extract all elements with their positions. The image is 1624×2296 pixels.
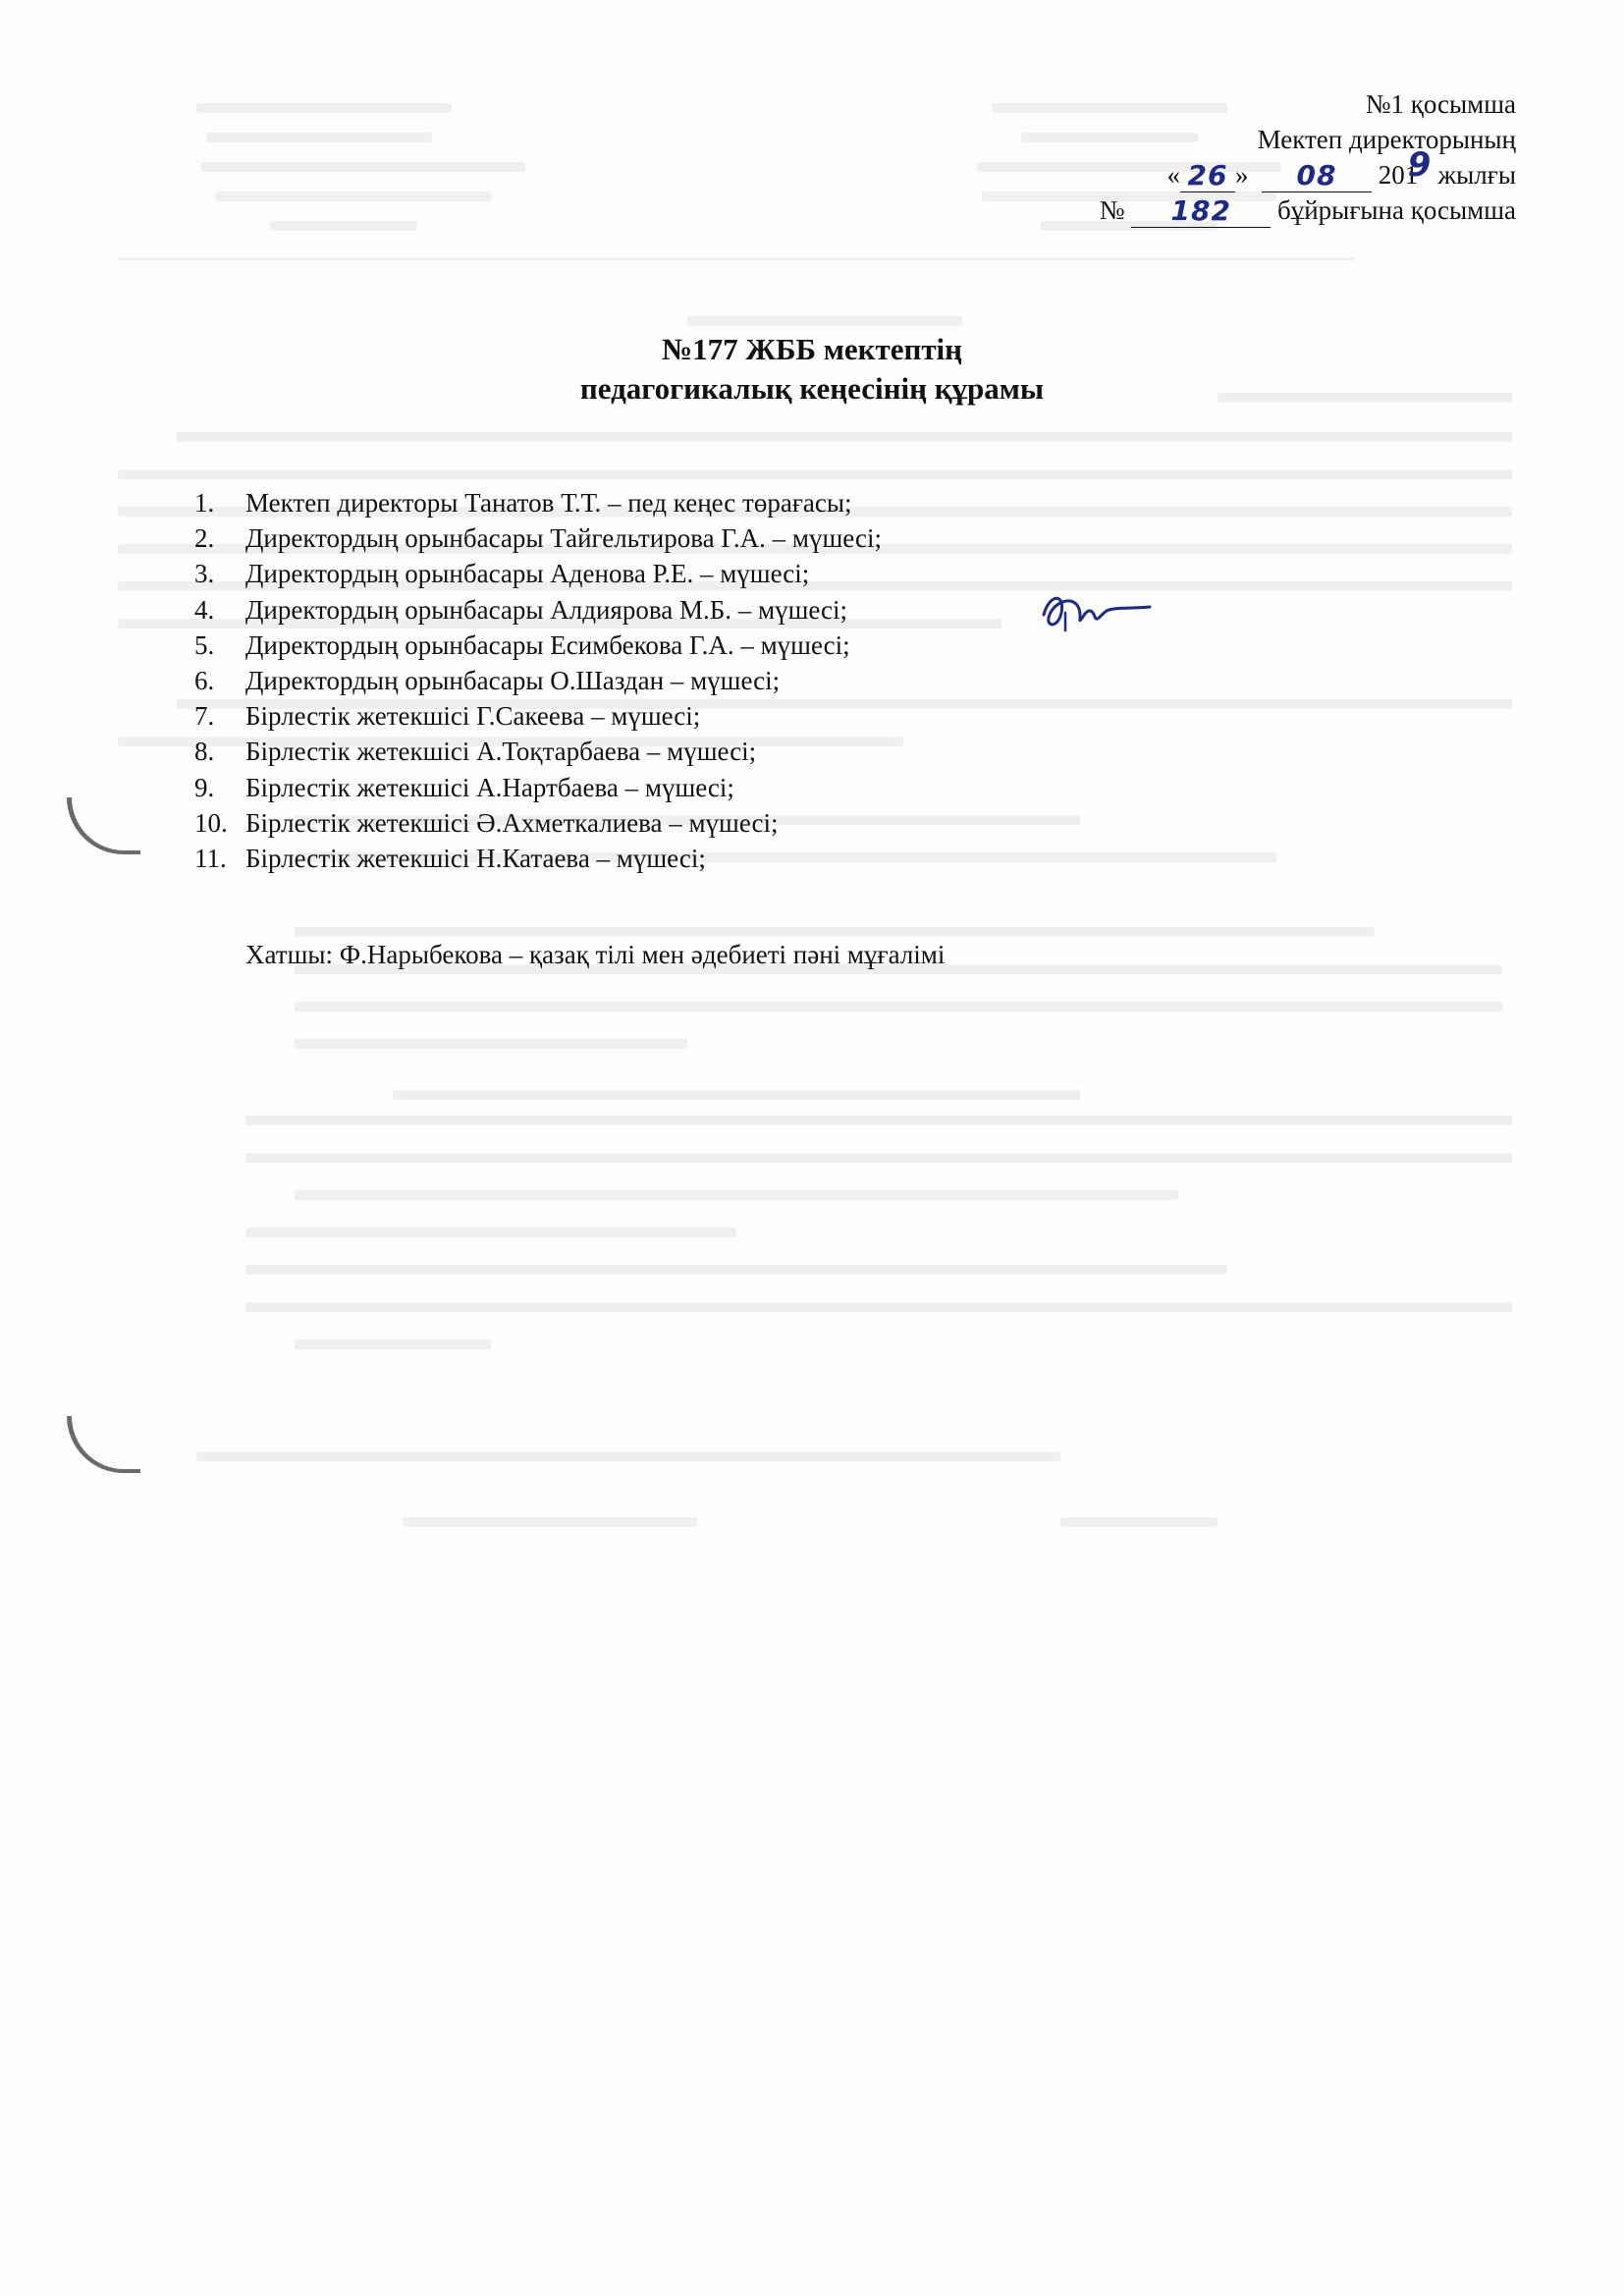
member-text: Бірлестік жетекшісі Г.Сакеева – мүшесі;	[245, 701, 701, 732]
date-year-handwritten-digit: 9	[1407, 145, 1433, 185]
order-number-prefix: №	[1099, 195, 1125, 225]
item-number: 3.	[194, 559, 215, 589]
hole-punch-mark-lower	[67, 1416, 140, 1473]
date-day-handwritten: 26	[1187, 159, 1228, 191]
list-item	[194, 628, 882, 663]
member-text: Директордың орынбасары Аденова Р.Е. – мүшесі;	[245, 559, 810, 589]
item-number: 5.	[194, 629, 215, 660]
order-number-handwritten: 182	[1170, 194, 1231, 227]
item-number: 8.	[194, 737, 215, 767]
hole-punch-mark-upper	[67, 797, 140, 854]
date-open-quote: «	[1166, 160, 1181, 190]
date-month-field	[1262, 159, 1372, 192]
list-item	[194, 841, 882, 876]
list-item	[194, 805, 882, 841]
list-item	[194, 698, 882, 734]
title-line-1: №177 ЖББ мектептің	[661, 332, 963, 366]
document-title	[0, 330, 1624, 409]
date-day-field	[1180, 159, 1235, 192]
appendix-number: №1 қосымша	[1365, 89, 1516, 119]
date-year-word: жылғы	[1437, 160, 1516, 190]
member-text: Бірлестік жетекшісі Н.Катаева – мүшесі;	[245, 843, 706, 873]
order-number-field	[1131, 194, 1271, 228]
title-line-2: педагогикалық кеңесінің құрамы	[579, 371, 1045, 406]
order-number-line	[1100, 192, 1516, 228]
item-number: 6.	[194, 665, 215, 695]
list-item	[194, 556, 882, 591]
handwritten-signature	[1036, 587, 1154, 636]
list-item	[194, 520, 882, 556]
member-text: Бірлестік жетекшісі А.Нартбаева – мүшесі;	[245, 772, 734, 802]
order-suffix-text: бұйрығына қосымша	[1277, 195, 1516, 225]
council-members-list	[194, 485, 882, 876]
member-text: Директордың орынбасары Тайгельтирова Г.А. – мүшесі;	[245, 523, 882, 554]
item-number: 11.	[194, 843, 227, 873]
list-item	[194, 485, 882, 520]
order-appendix-header	[1100, 86, 1516, 228]
item-number: 9.	[194, 772, 215, 802]
item-number: 7.	[194, 701, 215, 732]
member-text: Мектеп директоры Танатов Т.Т. – пед кеңес төрағасы;	[245, 488, 852, 518]
date-month-handwritten: 08	[1296, 159, 1337, 191]
member-text: Бірлестік жетекшісі Ә.Ахметкалиева – мүшесі;	[245, 807, 779, 838]
list-item	[194, 592, 882, 628]
list-item	[194, 770, 882, 805]
list-item	[194, 663, 882, 698]
director-of-label: Мектеп директорының	[1257, 125, 1516, 154]
secretary-line: Хатшы: Ф.Нарыбекова – қазақ тілі мен әдебиеті пәні мұғалімі	[245, 940, 946, 969]
date-year-prefix: 201	[1378, 160, 1419, 190]
list-item	[194, 734, 882, 769]
order-date-line	[1100, 145, 1516, 192]
date-close-quote: »	[1235, 160, 1249, 190]
item-number: 2.	[194, 523, 215, 554]
item-number: 1.	[194, 488, 215, 518]
member-text: Директордың орынбасары Есимбекова Г.А. – мүшесі;	[245, 629, 850, 660]
date-year	[1378, 145, 1433, 192]
member-text: Директордың орынбасары О.Шаздан – мүшесі;	[245, 665, 781, 695]
member-text: Директордың орынбасары Алдиярова М.Б. – мүшесі;	[245, 594, 848, 625]
item-number: 10.	[194, 807, 228, 838]
item-number: 4.	[194, 594, 215, 625]
member-text: Бірлестік жетекшісі А.Тоқтарбаева – мүшесі;	[245, 737, 757, 767]
